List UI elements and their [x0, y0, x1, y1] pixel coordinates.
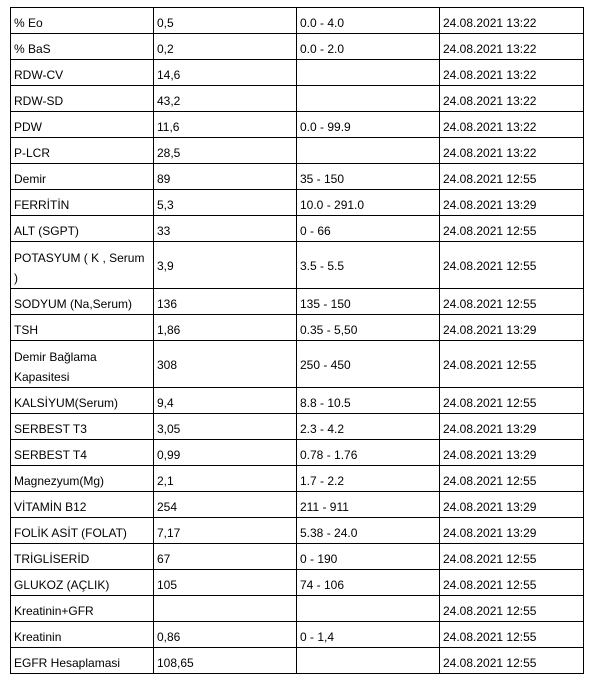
- date-cell: 24.08.2021 12:55: [440, 622, 584, 648]
- test-name-cell: PDW: [11, 112, 154, 138]
- result-cell: 136: [154, 289, 297, 315]
- result-cell: 9,4: [154, 388, 297, 414]
- date-cell: 24.08.2021 12:55: [440, 242, 584, 289]
- result-cell: 43,2: [154, 86, 297, 112]
- reference-range-cell: [297, 60, 440, 86]
- result-cell: 33: [154, 216, 297, 242]
- table-row: [11, 596, 584, 622]
- table-row: [11, 544, 584, 570]
- reference-range-cell: 74 - 106: [297, 570, 440, 596]
- date-cell: 24.08.2021 12:55: [440, 216, 584, 242]
- test-name-cell: P-LCR: [11, 138, 154, 164]
- reference-range-cell: 0 - 1,4: [297, 622, 440, 648]
- reference-range-cell: 0.35 - 5,50: [297, 315, 440, 341]
- reference-range-cell: [297, 648, 440, 674]
- test-name-cell: FOLİK ASİT (FOLAT): [11, 518, 154, 544]
- test-name-cell: SERBEST T4: [11, 440, 154, 466]
- test-name-cell: VİTAMİN B12: [11, 492, 154, 518]
- reference-range-cell: 0.0 - 99.9: [297, 112, 440, 138]
- table-row: [11, 242, 584, 289]
- table-row: [11, 289, 584, 315]
- result-cell: 3,9: [154, 242, 297, 289]
- reference-range-cell: 211 - 911: [297, 492, 440, 518]
- reference-range-cell: 35 - 150: [297, 164, 440, 190]
- reference-range-cell: 3.5 - 5.5: [297, 242, 440, 289]
- date-cell: 24.08.2021 12:55: [440, 388, 584, 414]
- reference-range-cell: [297, 596, 440, 622]
- result-cell: 7,17: [154, 518, 297, 544]
- test-name-cell: Kreatinin+GFR: [11, 596, 154, 622]
- reference-range-cell: 0.0 - 4.0: [297, 8, 440, 34]
- reference-range-cell: 1.7 - 2.2: [297, 466, 440, 492]
- reference-range-cell: 250 - 450: [297, 341, 440, 388]
- date-cell: 24.08.2021 13:22: [440, 138, 584, 164]
- reference-range-cell: 10.0 - 291.0: [297, 190, 440, 216]
- test-name-cell: TSH: [11, 315, 154, 341]
- table-row: [11, 8, 584, 34]
- table-row: [11, 440, 584, 466]
- reference-range-cell: 0.0 - 2.0: [297, 34, 440, 60]
- date-cell: 24.08.2021 12:55: [440, 164, 584, 190]
- table-row: [11, 138, 584, 164]
- test-name-cell: TRİGLİSERİD: [11, 544, 154, 570]
- result-cell: 89: [154, 164, 297, 190]
- date-cell: 24.08.2021 13:29: [440, 414, 584, 440]
- table-row: [11, 315, 584, 341]
- result-cell: 28,5: [154, 138, 297, 164]
- reference-range-cell: 135 - 150: [297, 289, 440, 315]
- result-cell: 1,86: [154, 315, 297, 341]
- date-cell: 24.08.2021 13:22: [440, 86, 584, 112]
- date-cell: 24.08.2021 13:29: [440, 315, 584, 341]
- table-row: [11, 60, 584, 86]
- table-row: [11, 492, 584, 518]
- result-cell: 108,65: [154, 648, 297, 674]
- result-cell: [154, 596, 297, 622]
- test-name-cell: Demir: [11, 164, 154, 190]
- table-row: [11, 341, 584, 388]
- reference-range-cell: 0.78 - 1.76: [297, 440, 440, 466]
- test-name-cell: EGFR Hesaplamasi: [11, 648, 154, 674]
- test-name-cell: Kreatinin: [11, 622, 154, 648]
- table-row: [11, 388, 584, 414]
- test-name-cell: Magnezyum(Mg): [11, 466, 154, 492]
- date-cell: 24.08.2021 13:29: [440, 190, 584, 216]
- test-name-cell: SERBEST T3: [11, 414, 154, 440]
- reference-range-cell: [297, 138, 440, 164]
- date-cell: 24.08.2021 13:29: [440, 518, 584, 544]
- result-cell: 0,86: [154, 622, 297, 648]
- date-cell: 24.08.2021 12:55: [440, 289, 584, 315]
- result-cell: 11,6: [154, 112, 297, 138]
- test-name-cell: FERRİTİN: [11, 190, 154, 216]
- test-name-cell: ALT (SGPT): [11, 216, 154, 242]
- table-row: [11, 414, 584, 440]
- table-row: [11, 466, 584, 492]
- table-row: [11, 570, 584, 596]
- date-cell: 24.08.2021 12:55: [440, 570, 584, 596]
- table-row: [11, 112, 584, 138]
- table-row: [11, 518, 584, 544]
- test-name-cell: POTASYUM ( K , Serum ): [11, 242, 154, 289]
- test-name-cell: RDW-SD: [11, 86, 154, 112]
- result-cell: 2,1: [154, 466, 297, 492]
- date-cell: 24.08.2021 13:22: [440, 8, 584, 34]
- test-name-cell: KALSİYUM(Serum): [11, 388, 154, 414]
- result-cell: 14,6: [154, 60, 297, 86]
- reference-range-cell: 8.8 - 10.5: [297, 388, 440, 414]
- date-cell: 24.08.2021 13:22: [440, 112, 584, 138]
- date-cell: 24.08.2021 12:55: [440, 648, 584, 674]
- lab-results-table: [10, 7, 584, 674]
- result-cell: 254: [154, 492, 297, 518]
- date-cell: 24.08.2021 12:55: [440, 544, 584, 570]
- date-cell: 24.08.2021 13:22: [440, 60, 584, 86]
- result-cell: 0,5: [154, 8, 297, 34]
- date-cell: 24.08.2021 12:55: [440, 466, 584, 492]
- result-cell: 67: [154, 544, 297, 570]
- result-cell: 0,99: [154, 440, 297, 466]
- table-row: [11, 648, 584, 674]
- test-name-cell: Demir Bağlama Kapasitesi: [11, 341, 154, 388]
- date-cell: 24.08.2021 12:55: [440, 341, 584, 388]
- reference-range-cell: 2.3 - 4.2: [297, 414, 440, 440]
- test-name-cell: GLUKOZ (AÇLIK): [11, 570, 154, 596]
- test-name-cell: RDW-CV: [11, 60, 154, 86]
- result-cell: 105: [154, 570, 297, 596]
- test-name-cell: % Eo: [11, 8, 154, 34]
- table-row: [11, 164, 584, 190]
- reference-range-cell: 5.38 - 24.0: [297, 518, 440, 544]
- result-cell: 5,3: [154, 190, 297, 216]
- date-cell: 24.08.2021 13:22: [440, 34, 584, 60]
- result-cell: 0,2: [154, 34, 297, 60]
- table-row: [11, 34, 584, 60]
- reference-range-cell: 0 - 66: [297, 216, 440, 242]
- result-cell: 308: [154, 341, 297, 388]
- table-row: [11, 86, 584, 112]
- test-name-cell: % BaS: [11, 34, 154, 60]
- table-row: [11, 216, 584, 242]
- date-cell: 24.08.2021 13:29: [440, 492, 584, 518]
- result-cell: 3,05: [154, 414, 297, 440]
- reference-range-cell: [297, 86, 440, 112]
- test-name-cell: SODYUM (Na,Serum): [11, 289, 154, 315]
- date-cell: 24.08.2021 13:29: [440, 440, 584, 466]
- table-row: [11, 190, 584, 216]
- reference-range-cell: 0 - 190: [297, 544, 440, 570]
- table-row: [11, 622, 584, 648]
- date-cell: 24.08.2021 12:55: [440, 596, 584, 622]
